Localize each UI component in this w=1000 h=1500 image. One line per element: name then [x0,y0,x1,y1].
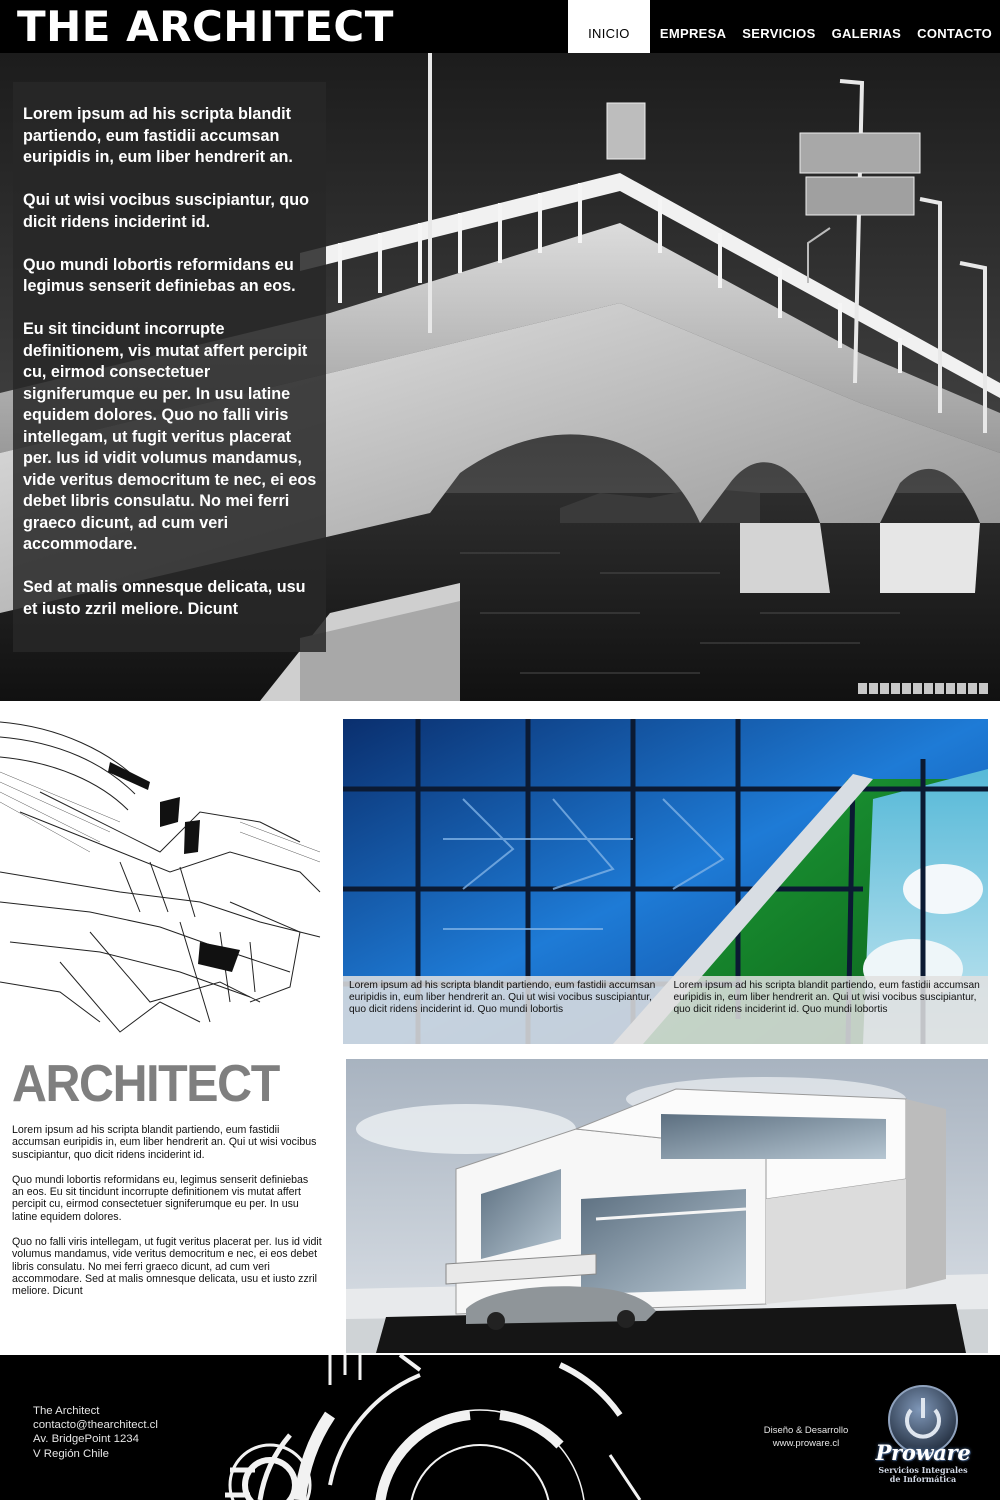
footer-region: V Región Chile [33,1447,109,1460]
house-render-image [346,1059,988,1353]
slider-dot[interactable] [979,683,988,694]
hero-paragraph: Qui ut wisi vocibus suscipiantur, quo dicit ridens inciderint id. [23,191,310,231]
nav-item-inicio[interactable]: INICIO [568,0,650,53]
slider-dot[interactable] [968,683,977,694]
footer-credit-label: Diseño & Desarrollo [763,1425,849,1436]
slider-dot[interactable] [891,683,900,694]
proware-tagline-line: de Informática [889,1474,957,1484]
modern-house-photo[interactable] [346,1059,988,1353]
proware-logo[interactable] [867,1382,979,1494]
slider-dot[interactable] [902,683,911,694]
about-section [12,1055,322,1298]
gallery-caption: Lorem ipsum ad his scripta blandit partiendo, eum fastidii accumsan euripidis in, eum liber hendrerit an. Qui ut wisi vocibus suscipiantur, quo dicit ridens inciderint id. Quo mundi lobortis [349,980,656,1016]
hero-paragraph: Quo mundi lobortis reformidans eu legimus senserit definiebas an eos. [23,255,296,295]
footer-street: Av. BridgePoint 1234 [33,1433,139,1446]
hero-paragraph: Eu sit tincidunt incorrupte definitionem, vis mutat affert percipit cu, eirmod consectetuer signiferumque eu per. In usu latine equidem dolores. Quo no falli viris intellegam, ut fugit veritus placerat per. Ius id vidit volumus mandamus, vide veritus democritum te nec, ei eos debet libris consulatu. No mei ferri graeco dicunt, ad cum veri accommodare. [23,320,317,553]
slider-dot[interactable] [913,683,922,694]
wireframe-sketch [0,702,335,1042]
gallery-captions [343,976,988,1044]
main-nav [568,0,1000,53]
nav-item-empresa[interactable]: EMPRESA [659,26,727,41]
footer-address [33,1404,158,1461]
wireframe-drawing [0,702,335,1042]
site-footer [0,1355,1000,1500]
slider-dot[interactable] [946,683,955,694]
nav-item-servicios[interactable]: SERVICIOS [742,26,816,41]
slider-dot[interactable] [880,683,889,694]
footer-credit-link[interactable]: www.proware.cl [772,1437,840,1449]
slider-dot[interactable] [924,683,933,694]
slider-dot[interactable] [935,683,944,694]
slider-dot[interactable] [869,683,878,694]
hero-paragraph: Lorem ipsum ad his scripta blandit partiendo, eum fastidii accumsan euripidis in, eum liber hendrerit an. [23,105,293,166]
proware-brand-name: Proware [875,1440,971,1465]
footer-company-name: The Architect [33,1405,100,1417]
site-logo[interactable]: THE ARCHITECT [17,2,394,51]
hero-slider [0,53,1000,701]
gallery-caption: Lorem ipsum ad his scripta blandit partiendo, eum fastidii accumsan euripidis in, eum liber hendrerit an. Qui ut wisi vocibus suscipiantur, quo dicit ridens inciderint id. Quo mundi lobortis [673,980,980,1016]
glass-building-photo[interactable] [343,719,988,1044]
about-title: ARCHITECT [12,1055,279,1113]
hero-paragraph: Sed at malis omnesque delicata, usu et iusto zzril meliore. Dicunt [23,578,306,618]
slider-pagination [858,683,988,694]
footer-credit [758,1425,854,1450]
about-paragraph: Lorem ipsum ad his scripta blandit partiendo, eum fastidii accumsan euripidis in, eum liber hendrerit an. Qui ut wisi vocibus suscipiantur, quo dicit ridens inciderint id. [12,1124,317,1161]
slider-dot[interactable] [858,683,867,694]
proware-tagline-line: Servicios Integrales [878,1465,968,1475]
slider-dot[interactable] [957,683,966,694]
hero-text-panel [13,82,326,652]
site-header [0,0,1000,53]
nav-item-contacto[interactable]: CONTACTO [917,26,992,41]
about-paragraph: Quo no falli viris intellegam, ut fugit veritus placerat per. Ius id vidit volumus mandamus, vide veritus democritum e nec, ei eos debet libris consulatu. No mei ferri graeco dicunt, ad cum veri accommodare. Sed at malis omnesque delicata, usu et iusto zzril meliore. Dicunt [12,1236,322,1298]
nav-item-galerias[interactable]: GALERIAS [831,26,902,41]
about-paragraph: Quo mundi lobortis reformidans eu, legimus senserit definiebas an eos. Eu sit tincidunt incorrupte definitionem vis mutat affert percipit cu, eirmod consectetuer signiferumque eu per. In usu latine equidem dolores. [12,1173,309,1223]
proware-tagline [867,1466,979,1484]
footer-email-link[interactable]: contacto@thearchitect.cl [33,1419,158,1432]
